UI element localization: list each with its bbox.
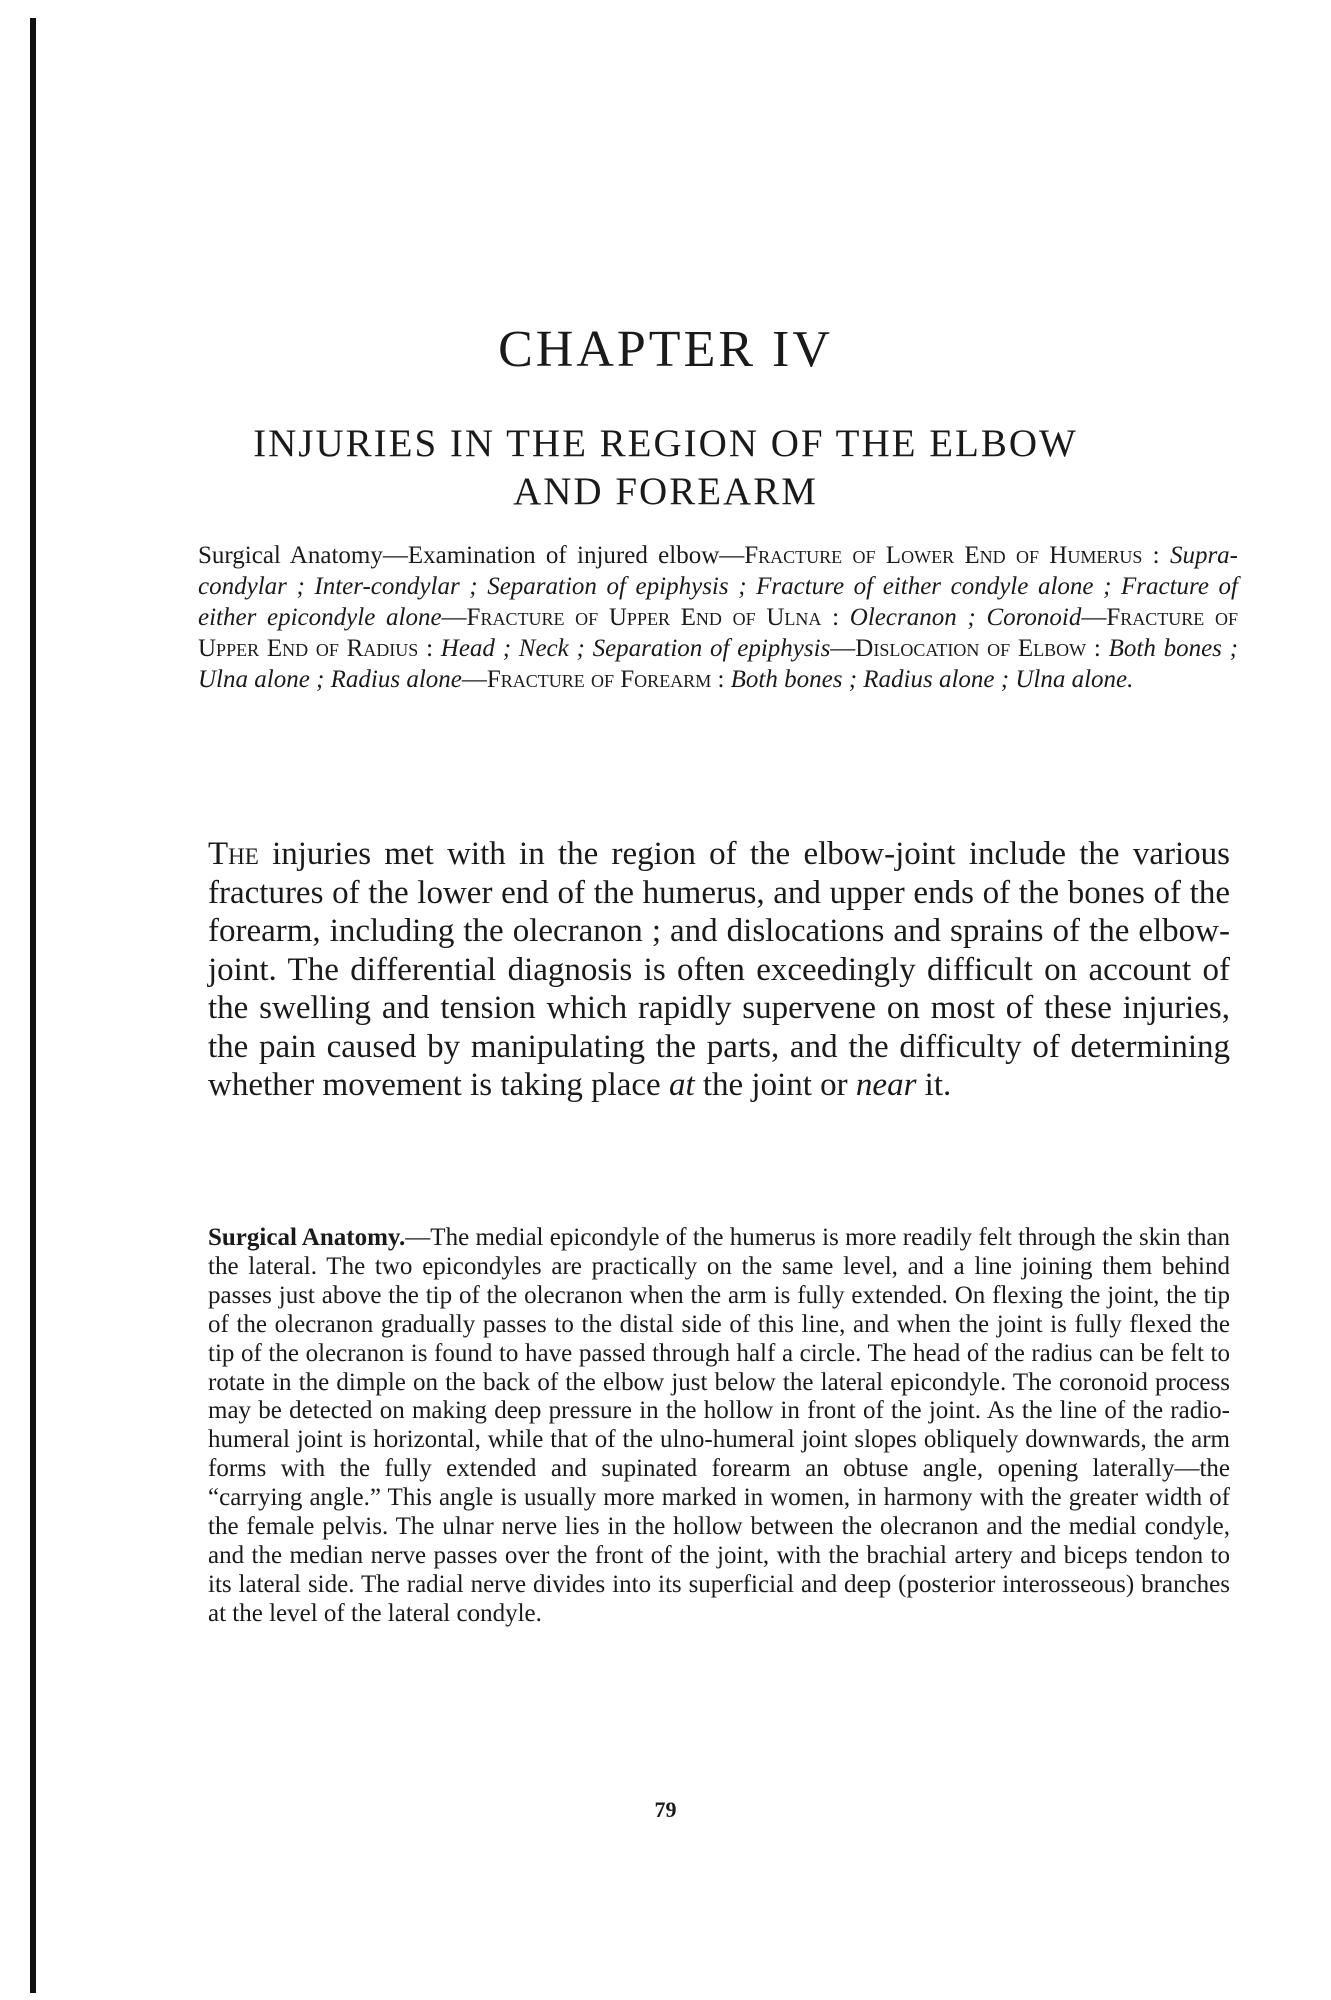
synopsis-section-ulna: Fracture of Upper End of Ulna xyxy=(466,604,822,631)
intro-paragraph xyxy=(208,835,1230,1105)
synopsis-dash: — xyxy=(441,604,467,631)
synopsis-separator: : xyxy=(821,604,850,631)
synopsis-items-ulna: Olecranon ; Coronoid xyxy=(849,604,1082,631)
intro-text: it. xyxy=(916,1067,952,1103)
intro-text: injuries met with in the region of the elbow-joint include the various fractures of the lower end of the humerus, and upper ends of the bones of the forearm, including the olecranon ; and dislocations and sprains of the elbow-joint. The differential diagnosis is often exceedingly difficult on account of the swelling and tension which rapidly supervene on most of these injuries, the pain caused by manipulating the parts, and the difficulty of determining whether movement is taking place xyxy=(208,836,1230,1103)
synopsis-section-humerus: Fracture of Lower End of Humerus xyxy=(744,542,1143,569)
synopsis-separator: : xyxy=(711,666,731,693)
synopsis-section-radius: Fracture of Upper End of Radius xyxy=(198,604,1239,662)
chapter-title-line-1: INJURIES IN THE REGION OF THE ELBOW xyxy=(253,422,1078,465)
chapter-synopsis xyxy=(198,540,1238,695)
page-number: 79 xyxy=(654,1797,677,1822)
synopsis-dash: — xyxy=(830,635,856,662)
intro-emphasis-at: at xyxy=(668,1067,695,1103)
synopsis-dash: — xyxy=(1081,604,1107,631)
surgical-anatomy-heading: Surgical Anatomy. xyxy=(208,1224,406,1251)
synopsis-section-forearm: Fracture of Forearm xyxy=(486,666,712,693)
synopsis-separator: : xyxy=(1086,635,1109,662)
chapter-title-line-2: AND FOREARM xyxy=(513,470,818,513)
surgical-anatomy-text: —The medial epicondyle of the humerus is more readily felt through the skin than the lateral. The two epicondyles are practically on the same level, and a line joining them behind passes just above the tip of the olecranon when the arm is fully extended. On flexing the joint, the tip of the olecranon gradually passes to the distal side of this line, and when the joint is fully flexed the tip of the olecranon is found to have passed through half a circle. The head of the radius can be felt to rotate in the dimple on the back of the elbow just below the lateral epicondyle. The coronoid process may be detected on making deep pressure in the hollow in front of the joint. As the line of the radio-humeral joint is horizontal, while that of the ulno-humeral joint slopes obliquely downwards, the arm forms with the fully extended and supinated forearm an obtuse angle, opening laterally—the “carrying angle.” This angle is usually more marked in women, in harmony with the greater width of the female pelvis. The ulnar nerve lies in the hollow between the olecranon and the medial condyle, and the median nerve passes over the front of the joint, with the brachial artery and biceps tendon to its lateral side. The radial nerve divides into its superficial and deep (posterior interosseous) branches at the level of the lateral condyle. xyxy=(208,1224,1230,1627)
scan-binding-edge xyxy=(30,18,36,1993)
synopsis-items-forearm: Both bones ; Radius alone ; Ulna alone. xyxy=(730,666,1134,693)
synopsis-separator: : xyxy=(418,635,441,662)
intro-emphasis-near: near xyxy=(855,1067,917,1103)
chapter-number: CHAPTER IV xyxy=(498,321,833,378)
synopsis-items-radius: Head ; Neck ; Separation of epiphysis xyxy=(440,635,831,662)
synopsis-dash: — xyxy=(461,666,487,693)
intro-text: the joint or xyxy=(694,1067,856,1103)
synopsis-separator: : xyxy=(1142,542,1170,569)
synopsis-items-dislocation: Both bones ; Ulna alone ; Radius alone xyxy=(198,635,1238,693)
synopsis-text: Surgical Anatomy—Examination of injured elbow— xyxy=(198,542,745,569)
intro-lead-word: The xyxy=(208,836,259,872)
synopsis-section-dislocation: Dislocation of Elbow xyxy=(855,635,1087,662)
synopsis-items-humerus: Supra-condylar ; Inter-condylar ; Separation of epiphysis ; Fracture of either condyle alone ; Fracture of either epicondyle alone xyxy=(198,542,1238,631)
surgical-anatomy-paragraph xyxy=(208,1224,1230,1629)
chapter-title xyxy=(0,420,1331,516)
